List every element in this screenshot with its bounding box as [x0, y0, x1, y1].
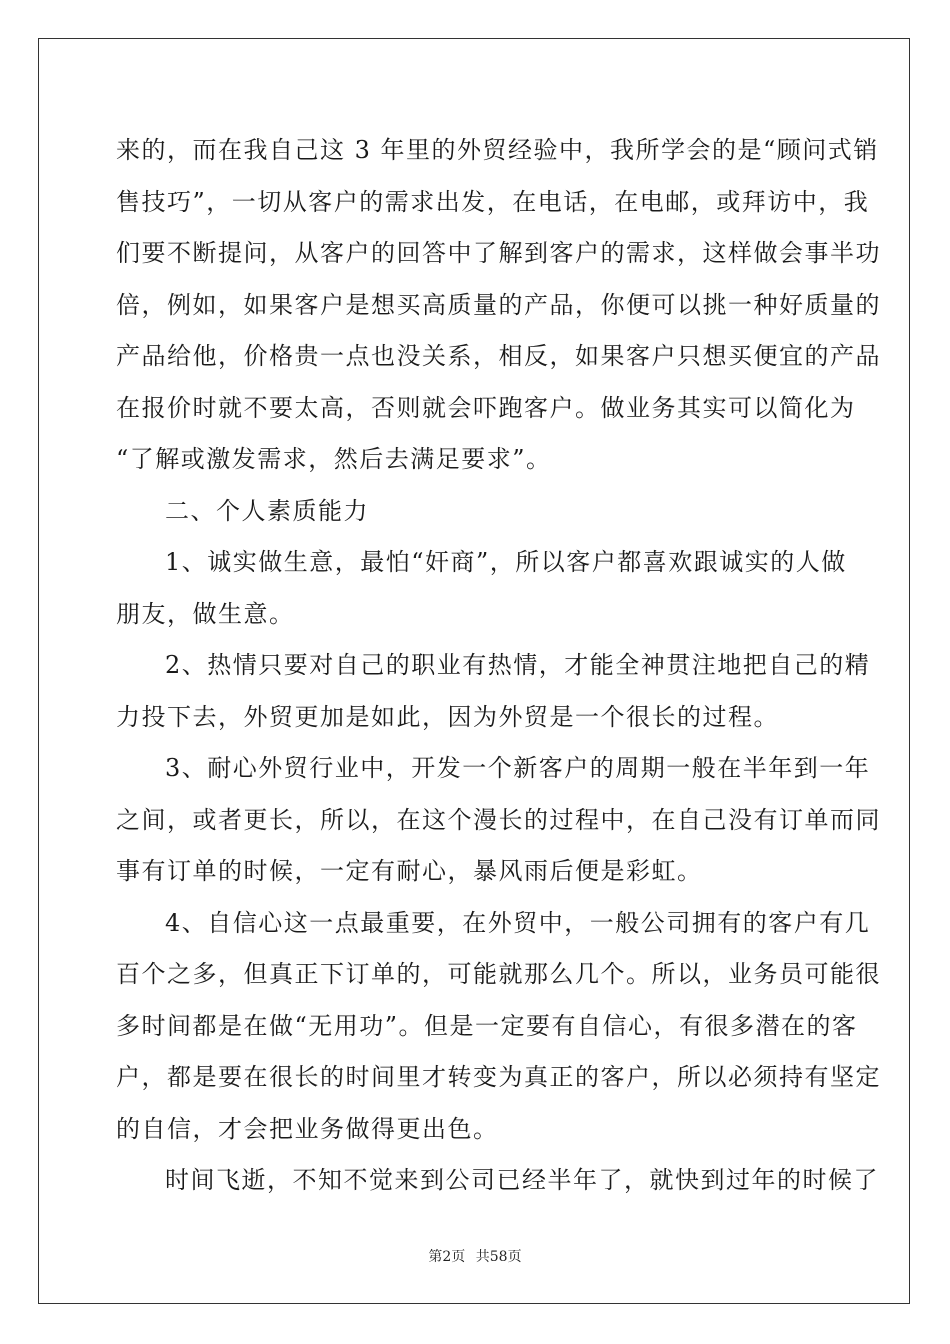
page-number: 第2页 — [428, 1249, 466, 1265]
text-line-12: 力投下去，外贸更加是如此，因为外贸是一个很长的过程。 — [116, 702, 779, 731]
text-line-15: 事有订单的时候，一定有耐心，暴风雨后便是彩虹。 — [116, 857, 703, 885]
page-footer — [0, 1246, 950, 1266]
text-line-21: 时间飞逝，不知不觉来到公司已经半年了，就快到过年的时候了 — [165, 1166, 879, 1194]
document-body — [116, 125, 881, 1207]
text-line-17: 百个之多，但真正下订单的，可能就那么几个。所以，业务员可能很 — [116, 960, 881, 988]
text-line-2: 售技巧”，一切从客户的需求出发，在电话，在电邮，或拜访中，我 — [116, 187, 870, 216]
page-total: 共58页 — [475, 1249, 522, 1265]
text-line-4: 倍，例如，如果客户是想买高质量的产品，你便可以挑一种好质量的 — [116, 290, 881, 319]
text-line-16: 4、自信心这一点最重要，在外贸中，一般公司拥有的客户有几 — [165, 908, 871, 937]
text-line-11: 2、热情只要对自己的职业有热情，才能全神贯注地把自己的精 — [165, 651, 871, 679]
text-line-3: 们要不断提问，从客户的回答中了解到客户的需求，这样做会事半功 — [116, 239, 881, 267]
section-heading: 二、个人素质能力 — [165, 496, 369, 525]
text-line-7: “了解或激发需求，然后去满足要求”。 — [116, 445, 552, 473]
text-line-13: 3、耐心外贸行业中，开发一个新客户的周期一般在半年到一年 — [165, 754, 871, 782]
text-line-14: 之间，或者更长，所以，在这个漫长的过程中，在自己没有订单而同 — [116, 805, 881, 834]
text-line-6: 在报价时就不要太高，否则就会吓跑客户。做业务其实可以简化为 — [116, 393, 856, 422]
text-line-10: 朋友，做生意。 — [116, 599, 295, 628]
text-line-20: 的自信，才会把业务做得更出色。 — [116, 1114, 499, 1143]
text-line-5: 产品给他，价格贵一点也没关系，相反，如果客户只想买便宜的产品 — [116, 342, 881, 370]
text-line-19: 户，都是要在很长的时间里才转变为真正的客户，所以必须持有坚定 — [116, 1063, 881, 1091]
text-line-1: 来的，而在我自己这 3 年里的外贸经验中，我所学会的是“顾问式销 — [116, 136, 879, 164]
text-line-9: 1、诚实做生意，最怕“奸商”，所以客户都喜欢跟诚实的人做 — [165, 548, 847, 576]
text-line-18: 多时间都是在做“无用功”。但是一定要有自信心，有很多潜在的客 — [116, 1011, 858, 1040]
